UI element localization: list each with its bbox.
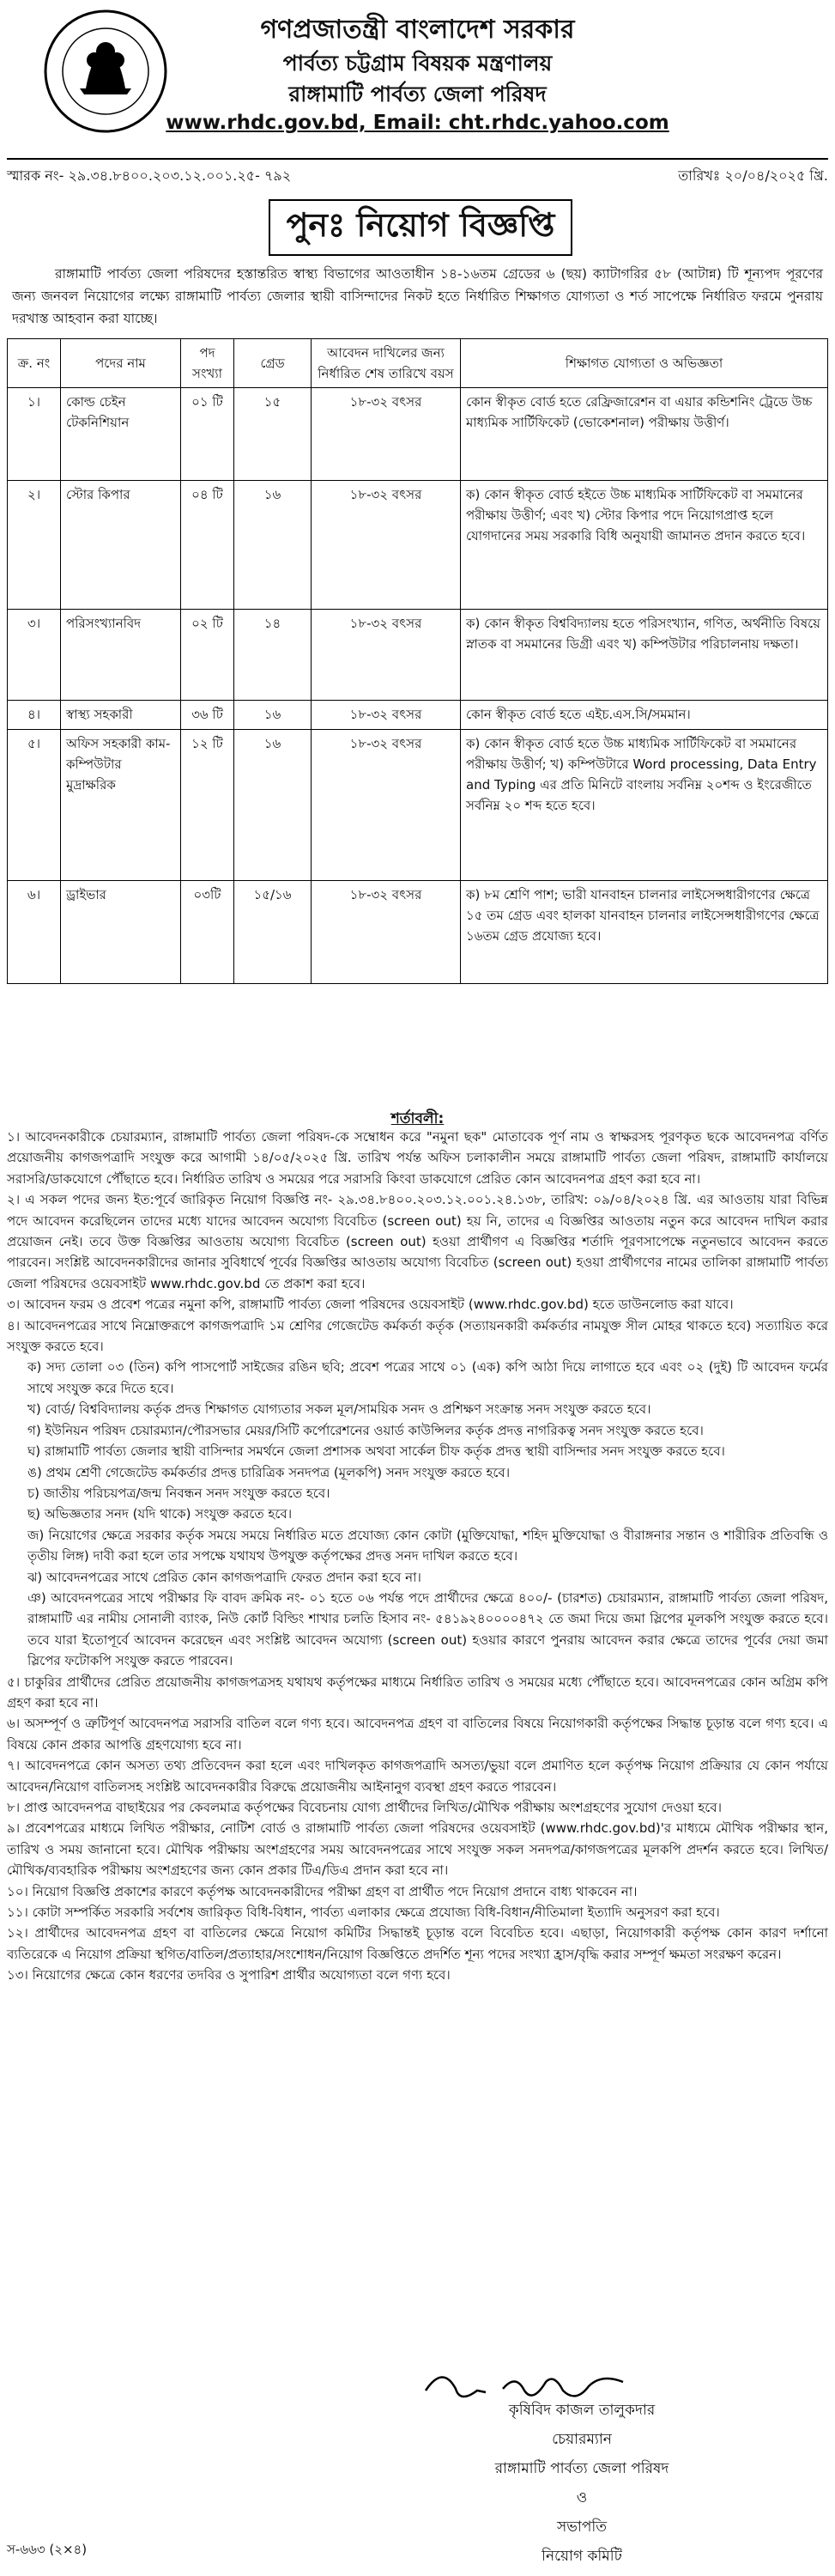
table-row [8, 701, 828, 730]
cell-grade: ১৪ [234, 610, 312, 701]
term-subitem: গ) ইউনিয়ন পরিষদ চেয়ারম্যান/পৌরসভার মেয়র/সিটি কর্পোরেশনের ওয়ার্ড কাউন্সিলর কর্তৃক প্রদত্ত নাগরিকত্ব সনদ সংযুক্ত করতে হবে। [27, 1422, 704, 1438]
cell-post: স্বাস্থ্য সহকারী [61, 701, 181, 730]
cell-count: ০২ টি [181, 610, 234, 701]
web-email: www.rhdc.gov.bd, Email: cht.rhdc.yahoo.com [166, 112, 669, 134]
term-item: ১। আবেদনকারীকে চেয়ারম্যান, রাঙ্গামাটি পার্বত্য জেলা পরিষদ-কে সম্বোধন করে "নমুনা ছক" মোতাবেক পূর্ণ নাম ও স্বাক্ষরসহ পূরণকৃত ছকে আবেদনপত্র বর্ণিত প্রয়োজনীয় কাগজপত্রাদি সংযুক্ত করে আগামী ১৪/০৫/২০২৫ খ্রি. তারিখ পর্যন্ত অফিস চলাকালীন সময়ে রাঙ্গামাটি পার্বত্য জেলা পরিষদ, রাঙ্গামাটি কার্যালয়ে সরাসরি/ডাকযোগে পৌঁছাতে হবে। নির্ধারিত তারিখ ও সময়ের পরে সরাসরি কিংবা ডাকযোগে প্রেরিত কোন আবেদনপত্র গ্রহণ করা হবে না। [7, 1129, 828, 1187]
table-row [8, 481, 828, 610]
term-subitem: ক) সদ্য তোলা ০৩ (তিন) কপি পাসপোর্ট সাইজের রঙিন ছবি; প্রবেশ পত্রের সাথে ০১ (এক) কপি আঠা দিয়ে লাগাতে হবে এবং ০২ (দুই) টি আবেদন ফর্মের সাথে সংযুক্ত করে দিতে হবে। [27, 1359, 828, 1396]
cell-grade: ১৫/১৬ [234, 881, 312, 984]
cell-serial: ২। [8, 481, 61, 610]
cell-qualification: কোন স্বীকৃত বোর্ড হতে রেফ্রিজারেশন বা এয়ার কন্ডিশনিং ট্রেডে উচ্চ মাধ্যমিক সার্টিফিকেট (ভোকেশনাল) পরীক্ষায় উত্তীর্ণ। [461, 388, 828, 481]
term-subitem: ঞ) আবেদনপত্রের সাথে পরীক্ষার ফি বাবদ ক্রমিক নং- ০১ হতে ০৬ পর্যন্ত পদে প্রার্থীদের ক্ষেত্রে ৪০০/- (চারশত) চেয়ারম্যান, রাঙ্গামাটি পার্বত্য জেলা পরিষদ, রাঙ্গামাটি এর নামীয় সোনালী ব্যাংক, নিউ কোর্ট বিল্ডিং শাখার চলতি হিসাব নং- ৫৪১৯২৪০০০০৪৭২ তে জমা দিয়ে জমা স্লিপের মূলকপি সংযুক্ত করতে হবে। তবে যারা ইতোপূর্বে আবেদন করেছেন এবং সংশ্লিষ্ট আবেদন অযোগ্য (screen out) হওয়ার কারণে পুনরায় আবেদন করার ক্ষেত্রে তাদের পূর্বের দেয়া জমা স্লিপের ফটোকপি সংযুক্ত করতে পারবেন। [27, 1589, 828, 1669]
term-subitem: ছ) অভিজ্ঞতার সনদ (যদি থাকে) সংযুক্ত করতে হবে। [27, 1506, 293, 1522]
term-subitem: চ) জাতীয় পরিচয়পত্র/জন্ম নিবন্ধন সনদ সংযুক্ত করতে হবে। [27, 1485, 330, 1501]
cell-serial: ৪। [8, 701, 61, 730]
signatory-and: ও [576, 2489, 588, 2506]
table-row [8, 730, 828, 881]
term-subitem: ঘ) রাঙ্গামাটি পার্বত্য জেলার স্থায়ী বাসিন্দার সমর্থনে জেলা প্রশাসক অথবা সার্কেল চীফ কর্তৃক প্রদত্ত স্থায়ী বাসিন্দার সনদ সংযুক্ত করতে হবে। [27, 1443, 725, 1460]
cell-qualification: ক) কোন স্বীকৃত বোর্ড হতে উচ্চ মাধ্যমিক সার্টিফিকেট বা সমমানের পরীক্ষায় উত্তীর্ণ; খ) কম্পিউটারে Word processing, Data Entry and Typing এর প্রতি মিনিটে বাংলায় সর্বনিম্ন ২০শব্দ ও ইংরেজীতে সর্বনিম্ন ২০ শব্দ হতে হবে। [461, 730, 828, 881]
cell-age: ১৮-৩২ বৎসর [312, 730, 461, 881]
letterhead [7, 0, 828, 172]
cell-qualification: ক) ৮ম শ্রেণি পাশ; ভারী যানবাহন চালনার লাইসেন্সধারীগণের ক্ষেত্রে ১৫ তম গ্রেড এবং হালকা যানবাহন চালনার লাইসেন্সধারীগণের ক্ষেত্রে ১৬তম গ্রেড প্রযোজ্য হবে। [461, 881, 828, 984]
cell-post: পরিসংখ্যানবিদ [61, 610, 181, 701]
council-title: রাঙ্গামাটি পার্বত্য জেলা পরিষদ [288, 82, 547, 106]
term-item: ১৩। নিয়োগের ক্ষেত্রে কোন ধরণের তদবির ও সুপারিশ প্রার্থীর অযোগ্যতা বলে গণ্য হবে। [7, 1967, 451, 1984]
term-subitem: খ) বোর্ড/ বিশ্ববিদ্যালয় কর্তৃক প্রদত্ত শিক্ষাগত যোগ্যতার সকল মূল/সাময়িক সনদ ও প্রশিক্ষণ সংক্রান্ত সনদ সংযুক্ত করতে হবে। [27, 1401, 651, 1418]
memo-date: তারিখঃ ২০/০৪/২০২৫ খ্রি. [678, 167, 828, 184]
cell-post: কোল্ড চেইন টেকনিশিয়ান [61, 388, 181, 481]
cell-count: ১২ টি [181, 730, 234, 881]
cell-post: ড্রাইভার [61, 881, 181, 984]
cell-grade: ১৫ [234, 388, 312, 481]
cell-count: ৩৬ টি [181, 701, 234, 730]
cell-count: ০৩টি [181, 881, 234, 984]
cell-age: ১৮-৩২ বৎসর [312, 388, 461, 481]
cell-age: ১৮-৩২ বৎসর [312, 701, 461, 730]
table-row [8, 881, 828, 984]
col-header: গ্রেড [234, 339, 312, 388]
term-item: ৭। আবেদনপত্রে কোন অসত্য তথ্য প্রতিবেদন করা হলে এবং দাখিলকৃত কাগজপত্রাদি অসত্য/ভুয়া বলে প্রমাণিত হলে কর্তৃপক্ষ নিয়োগ প্রক্রিয়ার যে কোন পর্যায়ে আবেদন/নিয়োগ বাতিলসহ সংশ্লিষ্ট আবেদনকারীর বিরুদ্ধে প্রয়োজনীয় আইনানুগ ব্যবস্থা গ্রহণ করতে পারবেন। [7, 1758, 828, 1795]
col-header: পদ সংখ্যা [181, 339, 234, 388]
signatory-title-2: সভাপতি [557, 2518, 607, 2536]
signatory-name: কৃষিবিদ কাজল তালুকদার [508, 2402, 656, 2419]
term-subitem: ঝ) আবেদনপত্রের সাথে প্রেরিত কোন কাগজপত্রাদি ফেরত প্রদান করা হবে না। [27, 1569, 421, 1585]
term-item: ৬। অসম্পূর্ণ ও ত্রুটিপূর্ণ আবেদনপত্র সরাসরি বাতিল বলে গণ্য হবে। আবেদনপত্র গ্রহণ বা বাতিলের বিষয়ে নিয়োগকারী কর্তৃপক্ষের সিদ্ধান্ত চূড়ান্ত বলে গণ্য হবে। এ বিষয়ে কোন প্রকার আপত্তি গ্রহণযোগ্য হবে না। [7, 1716, 828, 1753]
col-header: পদের নাম [61, 339, 181, 388]
cell-serial: ৬। [8, 881, 61, 984]
cell-serial: ৫। [8, 730, 61, 881]
cell-grade: ১৬ [234, 701, 312, 730]
cell-grade: ১৬ [234, 730, 312, 881]
cell-serial: ১। [8, 388, 61, 481]
posts-table [7, 338, 828, 984]
term-item: ১২। প্রার্থীদের আবেদনপত্র গ্রহণ বা বাতিলের ক্ষেত্রে নিয়োগ কমিটির সিদ্ধান্তই চূড়ান্ত বলে বিবেচিত হবে। এছাড়া, নিয়োগকারী কর্তৃপক্ষ কোন কারণ দর্শানো ব্যতিরেকে এ নিয়োগ প্রক্রিয়া স্থগিত/বাতিল/প্রত্যাহার/সংশোধন/নিয়োগ বিজ্ঞপ্তিতে প্রদর্শিত শূন্য পদের সংখ্যা হ্রাস/বৃদ্ধি করার সম্পূর্ণ ক্ষমতা সংরক্ষণ করেন। [7, 1925, 828, 1962]
memo-ref: স্মারক নং- ২৯.৩৪.৮৪০০.২০৩.১২.০০১.২৫- ৭৯২ [7, 167, 292, 184]
col-header: ক্র. নং [8, 339, 61, 388]
notice-title: পুনঃ নিয়োগ বিজ্ঞপ্তি [269, 199, 572, 256]
term-subitem: জ) নিয়োগের ক্ষেত্রে সরকার কর্তৃক সময়ে সময়ে নির্ধারিত মতে প্রযোজ্য কোন কোটা (মুক্তিযোদ্ধা, শহিদ মুক্তিযোদ্ধা ও বীরাঙ্গনার সন্তান ও শারীরিক প্রতিবন্ধি ও তৃতীয় লিঙ্গ) দাবী করা হলে তার সপক্ষে যথাযথ উপযুক্ত কর্তৃপক্ষের প্রদত্ত সনদ দাখিল করতে হবে। [27, 1527, 828, 1564]
term-subitem: ঙ) প্রথম শ্রেণী গেজেটেড কর্মকর্তার প্রদত্ত চারিত্রিক সনদপত্র (মূলকপি) সনদ সংযুক্ত করতে হবে। [27, 1464, 511, 1480]
signatory-title: চেয়ারম্যান [552, 2431, 612, 2448]
term-item: ৮। প্রাপ্ত আবেদনপত্র বাছাইয়ের পর কেবলমাত্র কর্তৃপক্ষের বিবেচনায় যোগ্য প্রার্থীদের লিখিত/মৌখিক পরীক্ষায় অংশগ্রহণের সুযোগ দেওয়া হবে। [7, 1800, 722, 1815]
header-divider [7, 158, 828, 160]
footer-code: স-৬৬৩ (২×৪) [7, 2542, 88, 2557]
table-row [8, 388, 828, 481]
terms-heading: শর্তাবলী: [390, 1110, 445, 1127]
term-item: ১০। নিয়োগ বিজ্ঞপ্তি প্রকাশের কারণে কর্তৃপক্ষ আবেদনকারীদের পরীক্ষা গ্রহণ বা প্রার্থীত পদে নিয়োগ প্রদানে বাধ্য থাকবেন না। [7, 1883, 638, 1899]
cell-age: ১৮-৩২ বৎসর [312, 881, 461, 984]
cell-qualification: কোন স্বীকৃত বোর্ড হতে এইচ.এস.সি/সমমান। [461, 701, 828, 730]
intro-paragraph: রাঙ্গামাটি পার্বত্য জেলা পরিষদের হস্তান্তরিত স্বাস্থ্য বিভাগের আওতাধীন ১৪-১৬তম গ্রেডের ৬ (ছয়) ক্যাটাগরির ৫৮ (আটান্ন) টি শূন্যপদ পূরণের জন্য জনবল নিয়োগের লক্ষ্যে রাঙ্গামাটি পার্বত্য জেলার স্থায়ী বাসিন্দাদের নিকট হতে নির্ধারিত শিক্ষাগত যোগ্যতা ও শর্ত সাপেক্ষে নির্ধারিত ফরমে পুনরায় দরখাস্ত আহবান করা যাচ্ছে। [12, 266, 823, 326]
cell-age: ১৮-৩২ বৎসর [312, 481, 461, 610]
term-item: ৩। আবেদন ফরম ও প্রবেশ পত্রের নমুনা কপি, রাঙ্গামাটি পার্বত্য জেলা পরিষদের ওয়েবসাইট (www.rhdc.gov.bd) হতে ডাউনলোড করা যাবে। [7, 1297, 734, 1313]
ministry-title: পার্বত্য চট্টগ্রাম বিষয়ক মন্ত্রণালয় [282, 51, 553, 76]
signatory-committee: নিয়োগ কমিটি [542, 2548, 622, 2565]
notice-page [7, 0, 828, 2576]
govt-title: গণপ্রজাতন্ত্রী বাংলাদেশ সরকার [260, 15, 575, 45]
cell-count: ০৪ টি [181, 481, 234, 610]
term-item: ১১। কোটা সম্পর্কিত সরকারি সর্বশেষ জারিকৃত বিধি-বিধান, পার্বত্য এলাকার ক্ষেত্রে প্রযোজ্য বিধি-বিধান/নীতিমালা ইত্যাদি অনুসরণ করা হবে। [7, 1905, 720, 1921]
term-item: ২। এ সকল পদের জন্য ইত:পূর্বে জারিকৃত নিয়োগ বিজ্ঞপ্তি নং- ২৯.৩৪.৮৪০০.২০৩.১২.০০১.২৪.১৩৮, তারিখ: ০৯/০৪/২০২৪ খ্রি. এর আওতায় যারা বিভিন্ন পদে আবেদন করেছিলেন তাদের মধ্যে যাদের আবেদন অযোগ্য বিবেচিত (screen out) হয় নি, তাদের এ বিজ্ঞপ্তির আওতায় নতুন করে আবেদন দাখিল করার প্রয়োজন নেই। তবে উক্ত বিজ্ঞপ্তির আওতায় অযোগ্য বিবেচিত (screen out) হওয়া প্রার্থীগণ এ বিজ্ঞপ্তির শর্তাদি পূরণসাপেক্ষে নতুনভাবে আবেদন করতে পারবেন। সংশ্লিষ্ট আবেদনকারীদের জানার সুবিধার্থে পূর্বের বিজ্ঞপ্তির আওতায় অযোগ্য বিবেচিত (screen out) হওয়া প্রার্থীগণের নামের তালিকা রাঙ্গামাটি পার্বত্য জেলা পরিষদের ওয়েবসাইট www.rhdc.gov.bd তে প্রকাশ করা হবে। [7, 1192, 829, 1291]
cell-serial: ৩। [8, 610, 61, 701]
col-header: আবেদন দাখিলের জন্য নির্ধারিত শেষ তারিখে বয়স [312, 339, 461, 388]
term-item: ৯। প্রবেশপত্রের মাধ্যমে লিখিত পরীক্ষার, নোটিশ বোর্ড ও রাঙ্গামাটি পার্বত্য জেলা পরিষদের ওয়েবসাইট (www.rhdc.gov.bd)'র মাধ্যমে মৌখিক পরীক্ষার স্থান, তারিখ ও সময় জানানো হবে। মৌখিক পরীক্ষায় অংশগ্রহণের সময় আবেদনপত্রের সাথে সংযুক্ত সকল সনদপত্র/কাগজপত্রের মূলকপি প্রদর্শন করতে হবে। লিখিত/মৌখিক/ব্যবহারিক পরীক্ষায় অংশগ্রহণের জন্য কোন প্রকার টিএ/ডিএ প্রদান করা হবে না। [7, 1820, 828, 1879]
signature-block [376, 2396, 788, 2571]
cell-post: স্টোর কিপার [61, 481, 181, 610]
cell-qualification: ক) কোন স্বীকৃত বোর্ড হইতে উচ্চ মাধ্যমিক সার্টিফিকেট বা সমমানের পরীক্ষায় উত্তীর্ণ; এবং খ) স্টোর কিপার পদে নিয়োগপ্রাপ্ত হলে যোগদানের সময় সরকারি বিধি অনুযায়ী জামানত প্রদান করতে হবে। [461, 481, 828, 610]
term-item: ৫। চাকুরির প্রার্থীদের প্রেরিত প্রয়োজনীয় কাগজপত্রসহ যথাযথ কর্তৃপক্ষের মাধ্যমে নির্ধারিত তারিখ ও সময়ের মধ্যে পৌঁছাতে হবে। আবেদনপত্রের কোন অগ্রিম কপি গ্রহণ করা হবে না। [7, 1674, 828, 1710]
table-row [8, 610, 828, 701]
signatory-office: রাঙ্গামাটি পার্বত্য জেলা পরিষদ [494, 2460, 669, 2477]
cell-grade: ১৬ [234, 481, 312, 610]
table-header-row [8, 339, 828, 388]
terms-list [7, 1127, 828, 1986]
cell-qualification: ক) কোন স্বীকৃত বিশ্ববিদ্যালয় হতে পরিসংখ্যান, গণিত, অর্থনীতি বিষয়ে স্নাতক বা সমমানের ডিগ্রী এবং খ) কম্পিউটার পরিচালনায় দক্ষতা। [461, 610, 828, 701]
cell-count: ০১ টি [181, 388, 234, 481]
col-header: শিক্ষাগত যোগ্যতা ও অভিজ্ঞতা [461, 339, 828, 388]
term-item: ৪। আবেদনপত্রের সাথে নিম্নোক্তরূপে কাগজপত্রাদি ১ম শ্রেণির গেজেটেড কর্মকর্তা কর্তৃক (সত্যায়নকারী কর্মকর্তার নামযুক্ত সীল মোহর থাকতে হবে) সত্যায়িত করে সংযুক্ত করতে হবে। [7, 1317, 828, 1355]
cell-age: ১৮-৩২ বৎসর [312, 610, 461, 701]
cell-post: অফিস সহকারী কাম-কম্পিউটার মুদ্রাক্ষরিক [61, 730, 181, 881]
